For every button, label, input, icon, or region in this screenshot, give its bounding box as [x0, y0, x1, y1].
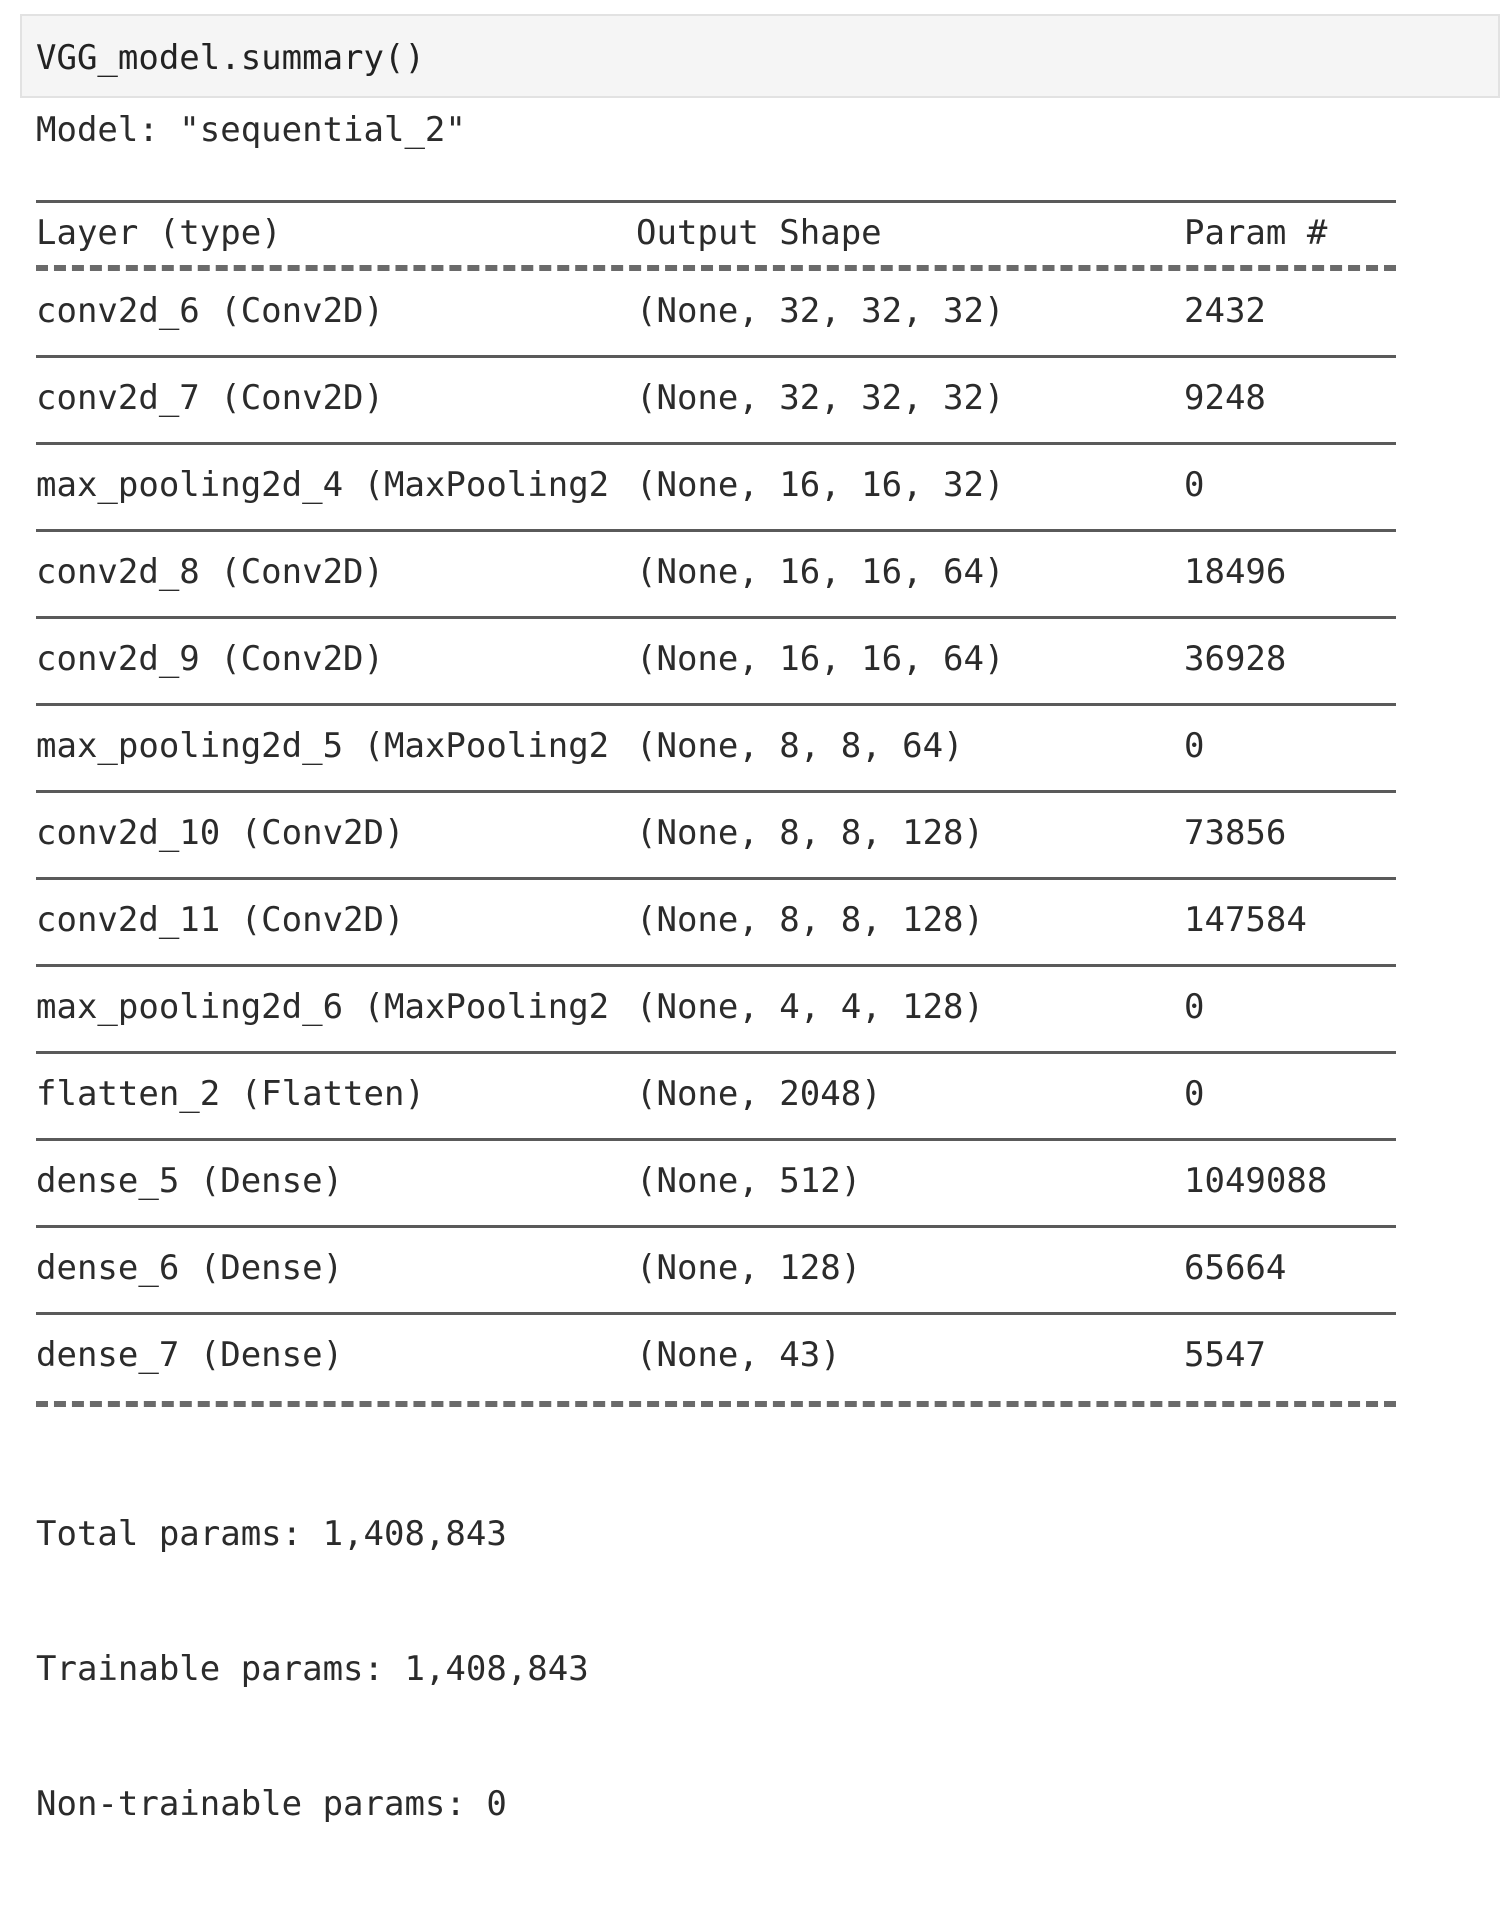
param-count-cell: 2432	[1184, 291, 1266, 331]
layer-name-cell: flatten_2 (Flatten)	[36, 1074, 425, 1114]
output-shape-cell: (None, 8, 8, 64)	[636, 726, 964, 766]
total-params: Total params: 1,408,843	[36, 1514, 507, 1554]
non-trainable-params: Non-trainable params: 0	[36, 1784, 507, 1824]
summary-table	[36, 200, 1396, 1407]
layer-name-cell: conv2d_10 (Conv2D)	[36, 813, 405, 853]
param-totals	[36, 1422, 589, 1917]
table-row	[36, 271, 1396, 355]
param-count-cell: 147584	[1184, 900, 1307, 940]
param-count-cell: 0	[1184, 1074, 1205, 1114]
table-row	[36, 706, 1396, 790]
output-shape-cell: (None, 32, 32, 32)	[636, 378, 1005, 418]
param-count-cell: 36928	[1184, 639, 1287, 679]
param-count-cell: 0	[1184, 726, 1205, 766]
param-count-cell: 73856	[1184, 813, 1287, 853]
table-header-row	[36, 203, 1396, 263]
output-shape-cell: (None, 16, 16, 32)	[636, 465, 1005, 505]
param-count-cell: 0	[1184, 465, 1205, 505]
header-layer: Layer (type)	[36, 213, 282, 253]
table-row	[36, 358, 1396, 442]
code-cell-input[interactable]	[20, 14, 1500, 98]
output-shape-cell: (None, 8, 8, 128)	[636, 900, 984, 940]
output-shape-cell: (None, 4, 4, 128)	[636, 987, 984, 1027]
output-shape-cell: (None, 512)	[636, 1161, 862, 1201]
output-shape-cell: (None, 2048)	[636, 1074, 882, 1114]
layer-name-cell: conv2d_11 (Conv2D)	[36, 900, 405, 940]
trainable-params: Trainable params: 1,408,843	[36, 1649, 589, 1689]
layer-name-cell: max_pooling2d_5 (MaxPooling2	[36, 726, 610, 766]
table-bottom-separator	[36, 1401, 1396, 1407]
table-row	[36, 1141, 1396, 1225]
table-row	[36, 793, 1396, 877]
code-text[interactable]: VGG_model.summary()	[36, 38, 425, 78]
table-row	[36, 1054, 1396, 1138]
output-shape-cell: (None, 16, 16, 64)	[636, 639, 1005, 679]
cell-output	[36, 110, 1436, 1824]
table-row	[36, 1228, 1396, 1312]
layer-name-cell: conv2d_8 (Conv2D)	[36, 552, 384, 592]
output-shape-cell: (None, 43)	[636, 1335, 841, 1375]
layer-name-cell: max_pooling2d_6 (MaxPooling2	[36, 987, 610, 1027]
table-row	[36, 619, 1396, 703]
table-row	[36, 967, 1396, 1051]
layer-name-cell: conv2d_6 (Conv2D)	[36, 291, 384, 331]
param-count-cell: 65664	[1184, 1248, 1287, 1288]
table-body	[36, 271, 1396, 1399]
output-shape-cell: (None, 16, 16, 64)	[636, 552, 1005, 592]
output-shape-cell: (None, 128)	[636, 1248, 862, 1288]
param-count-cell: 5547	[1184, 1335, 1266, 1375]
table-row	[36, 880, 1396, 964]
table-row	[36, 1315, 1396, 1399]
output-shape-cell: (None, 32, 32, 32)	[636, 291, 1005, 331]
layer-name-cell: max_pooling2d_4 (MaxPooling2	[36, 465, 610, 505]
layer-name-cell: conv2d_9 (Conv2D)	[36, 639, 384, 679]
param-count-cell: 0	[1184, 987, 1205, 1027]
layer-name-cell: dense_6 (Dense)	[36, 1248, 344, 1288]
param-count-cell: 18496	[1184, 552, 1287, 592]
model-name-line: Model: "sequential_2"	[36, 110, 466, 150]
layer-name-cell: dense_7 (Dense)	[36, 1335, 344, 1375]
output-shape-cell: (None, 8, 8, 128)	[636, 813, 984, 853]
layer-name-cell: conv2d_7 (Conv2D)	[36, 378, 384, 418]
layer-name-cell: dense_5 (Dense)	[36, 1161, 344, 1201]
table-row	[36, 445, 1396, 529]
header-param-count: Param #	[1184, 213, 1328, 253]
header-output-shape: Output Shape	[636, 213, 882, 253]
param-count-cell: 1049088	[1184, 1161, 1328, 1201]
table-row	[36, 532, 1396, 616]
param-count-cell: 9248	[1184, 378, 1266, 418]
